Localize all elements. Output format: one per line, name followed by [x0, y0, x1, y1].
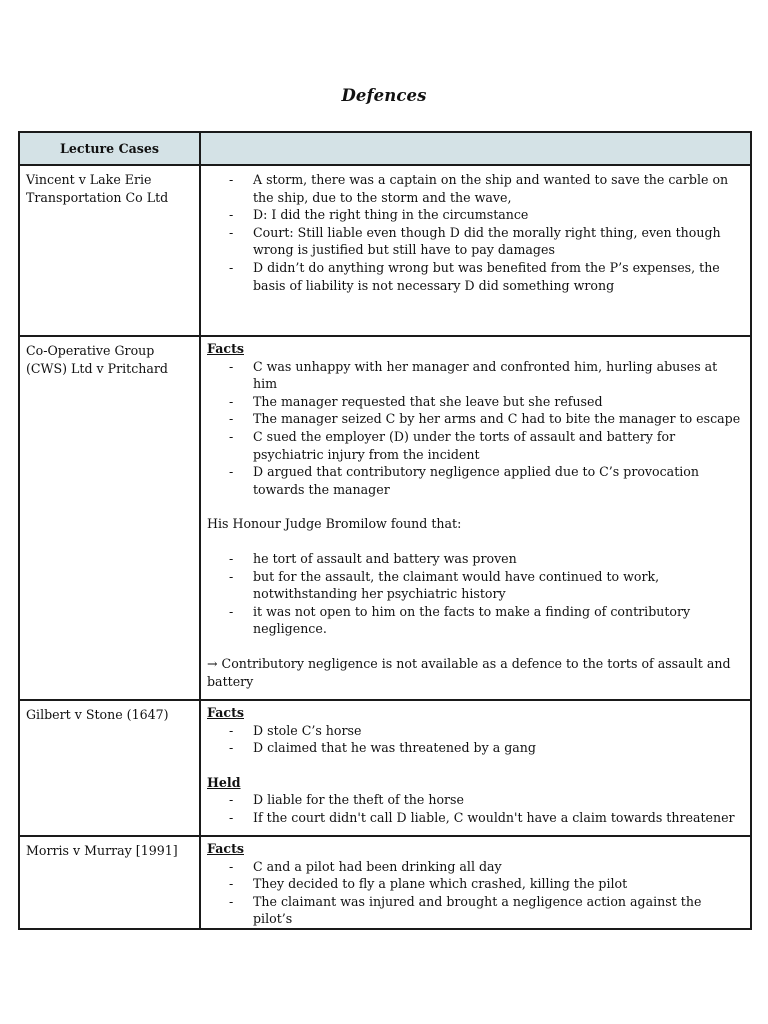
case-name-cell	[19, 165, 200, 336]
facts-heading: Facts	[207, 705, 244, 720]
list-item: - but for the assault, the claimant would have continued to work, notwithstanding her psychiatric history	[207, 568, 742, 603]
header-blank	[200, 132, 751, 165]
facts-heading: Facts	[207, 841, 244, 856]
list-item: - D liable for the theft of the horse	[207, 791, 742, 809]
case-content-cell	[200, 836, 751, 929]
list-item: - The manager requested that she leave but she refused	[207, 393, 742, 411]
facts-list	[207, 358, 742, 499]
list-item: - C sued the employer (D) under the torts of assault and battery for psychiatric injury from the incident	[207, 428, 742, 463]
document-title: Defences	[341, 86, 427, 105]
list-item: - They decided to fly a plane which crashed, killing the pilot	[207, 875, 742, 893]
facts-list	[207, 722, 742, 757]
list-item: - D argued that contributory negligence applied due to C’s provocation towards the manager	[207, 463, 742, 498]
table-row	[19, 700, 751, 836]
case-name: Co-Operative Group (CWS) Ltd v Pritchard	[26, 343, 168, 376]
case-name: Gilbert v Stone (1647)	[26, 707, 169, 722]
findings-list	[207, 550, 742, 638]
facts-list	[207, 858, 742, 928]
list-item: - If the court didn't call D liable, C wouldn't have a claim towards threatener	[207, 809, 742, 827]
facts-heading: Facts	[207, 341, 244, 356]
list-item: - it was not open to him on the facts to make a finding of contributory negligence.	[207, 603, 742, 638]
case-content-cell	[200, 165, 751, 336]
case-name-cell	[19, 336, 200, 700]
conclusion: → Contributory negligence is not available as a defence to the torts of assault and battery	[207, 655, 731, 689]
case-name: Morris v Murray [1991]	[26, 843, 178, 858]
cases-table	[18, 131, 752, 930]
list-item: - D claimed that he was threatened by a gang	[207, 739, 742, 757]
case-name: Vincent v Lake Erie Transportation Co Ltd	[26, 172, 169, 205]
list-item: - D: I did the right thing in the circumstance	[207, 206, 742, 224]
case-bullets	[207, 171, 742, 294]
list-item: - The claimant was injured and brought a negligence action against the pilot’s	[207, 893, 742, 928]
list-item: - C and a pilot had been drinking all day	[207, 858, 742, 876]
list-item: - D stole C’s horse	[207, 722, 742, 740]
case-name-cell	[19, 700, 200, 836]
list-item: - A storm, there was a captain on the ship and wanted to save the carble on the ship, due to the storm and the wave,	[207, 171, 742, 206]
held-heading: Held	[207, 774, 241, 790]
case-content-cell	[200, 336, 751, 700]
judge-intro: His Honour Judge Bromilow found that:	[207, 516, 462, 532]
list-item: - he tort of assault and battery was proven	[207, 550, 742, 568]
table-row	[19, 165, 751, 336]
list-item: - Court: Still liable even though D did the morally right thing, even though wrong is justified but still have to pay damages	[207, 224, 742, 259]
list-item: - The manager seized C by her arms and C had to bite the manager to escape	[207, 410, 742, 428]
table-row	[19, 836, 751, 929]
table-header-row	[19, 132, 751, 165]
held-list	[207, 791, 742, 826]
case-content-cell	[200, 700, 751, 836]
list-item: - C was unhappy with her manager and confronted him, hurling abuses at him	[207, 358, 742, 393]
case-name-cell	[19, 836, 200, 929]
table-row	[19, 336, 751, 700]
header-lecture-cases: Lecture Cases	[19, 132, 200, 165]
list-item: - D didn’t do anything wrong but was benefited from the P’s expenses, the basis of liability is not necessary D did something wrong	[207, 259, 742, 294]
